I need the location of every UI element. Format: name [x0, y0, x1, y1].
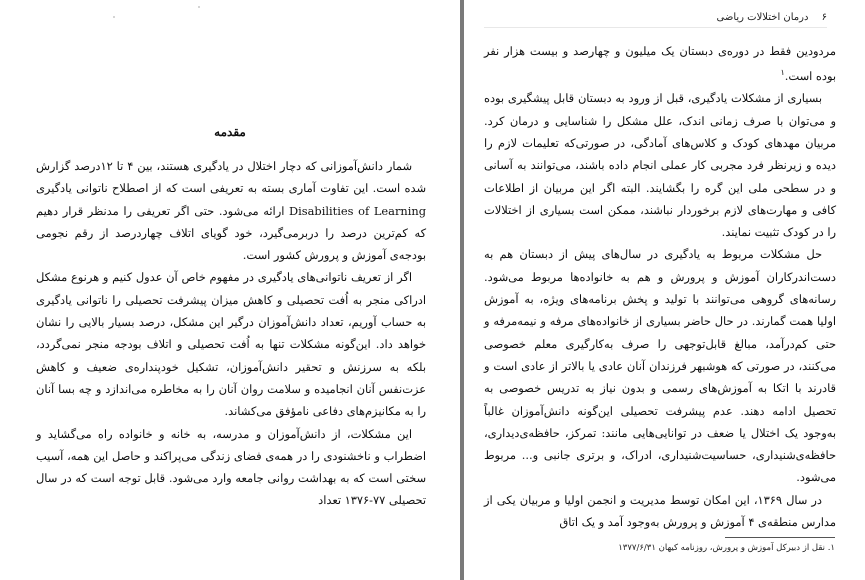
scan-speck	[198, 6, 200, 8]
footnote-rule	[725, 537, 835, 538]
chapter-title: مقدمه	[214, 125, 246, 139]
paragraph: این مشکلات، از دانش‌آموزان و مدرسه، به خانه و خانواده راه می‌گشاید و اضطراب و ناخشنودی را در همه‌ی فضای زندگی می‌پراکند و حاصل این همه، آسیب سختی است که به بهداشت روانی جامعه وارد می‌شود. قابل توجه است که در سال تحصیلی ۷۷-۱۳۷۶ تعداد	[36, 426, 426, 508]
footnote-marker: ۱	[780, 68, 785, 78]
scan-speck	[113, 16, 115, 18]
left-page-body	[36, 155, 426, 512]
paragraph	[484, 40, 836, 87]
paragraph: اگر از تعریف ناتوانی‌های یادگیری در مفهوم خاص آن عدول کنیم و هرنوع مشکل ادراکی منجر به اُفت تحصیلی و کاهش میزان پیشرفت تحصیلی را ناتوانی یادگیری به حساب آوریم، تعداد دانش‌آموزان درگیر این مشکل، درصد بسیار بالایی را نشان خواهد داد. این‌گونه مشکلات تنها به اُفت تحصیلی و اتلاف بودجه منجر نمی‌گردد، بلکه به سرزنش و تحقیر دانش‌آموزان، تشکیل خودپنداره‌ی ضعیف و کاهش عزت‌نفس آنان انجامیده و سلامت روان آنان را به مخاطره می‌اندازد و چه بسا آنان را به مکانیزم‌های دفاعی نامؤفق می‌کشاند.	[36, 270, 426, 419]
page-number: ۶	[821, 12, 827, 23]
paragraph: در سال ۱۳۶۹، این امکان توسط مدیریت و انجمن اولیا و مربیان یکی از مدارس منطقه‌ی ۴ آموزش و پرورش به‌وجود آمد و یک اتاق	[484, 492, 836, 530]
running-head	[484, 12, 827, 28]
footnote: ۱. نقل از دبیرکل آموزش و پرورش، روزنامه کیهان ۱۳۷۷/۶/۳۱	[618, 543, 835, 553]
right-page	[464, 0, 865, 580]
paragraph: بسیاری از مشکلات یادگیری، قبل از ورود به دبستان قابل پیشگیری بوده و می‌توان با صرف زمانی اندک، علل مشکل را شناسایی و درمان کرد. مربیان مهدهای کودک و کلاس‌های آمادگی، در صورتی‌که تعلیمات لازم را دیده و زیرنظر فرد مجربی کار عملی انجام داده باشند، می‌توانند به آسانی و در سطحی ملی این گره را بگشایند. البته اگر این مربیان از اطلاعات کافی و مهارت‌های لازم برخوردار نباشند، ممکن است بسیاری از اختلالات را در کودک تثبیت نمایند.	[484, 91, 836, 240]
right-page-body	[484, 40, 836, 533]
running-head-title: درمان اختلالات ریاضی	[716, 12, 809, 23]
paragraph: شمار دانش‌آموزانی که دچار اختلال در یادگیری هستند، بین ۴ تا ۱۲درصد گزارش شده است. این تفاوت آماری بسته به تعریفی است که از اصطلاح ناتوانی یادگیری Disabilities of Learning ارائه می‌شود. حتی اگر تعریفی را مدنظر قرار دهیم که کم‌ترین درصد را دربرمی‌گیرد، خود گویای اتلاف چهاردرصد از رقم نجومی بودجه‌ی آموزش و پرورش کشور است.	[36, 159, 426, 263]
paragraph-text: مردودین فقط در دوره‌ی دبستان یک میلیون و چهارصد و بیست هزار نفر بوده است.	[484, 44, 836, 84]
paragraph: حل مشکلات مربوط به یادگیری در سال‌های پیش از دبستان هم به دست‌اندرکاران آموزش و پرورش و هم به خانواده‌ها مربوط می‌شود. رسانه‌های گروهی می‌توانند با تولید و پخش برنامه‌های ویژه، به آموزش اولیا همت گمارند. در حال حاضر بسیاری از خانواده‌های مرفه و نیمه‌مرفه و حتی کم‌درآمد، مبالغ قابل‌توجهی را صرف به‌کارگیری معلم خصوصی می‌کنند، در صورتی که هوشبهر فرزندان آنان عادی یا بالاتر از عادی است و قادرند با اتکا به آموزش‌های رسمی و بدون نیاز به تدریس خصوصی به تحصیل ادامه دهند. عدم پیشرفت تحصیلی این‌گونه دانش‌آموزان غالباً به‌وجود یک اختلال یا ضعف در توانایی‌هایی مانند: تمرکز، حافظه‌ی‌دیداری، حافظه‌ی‌شنیداری، حساسیت‌شنیداری، ادراک، و برتری جانبی و... مربوط می‌شود.	[484, 247, 836, 485]
